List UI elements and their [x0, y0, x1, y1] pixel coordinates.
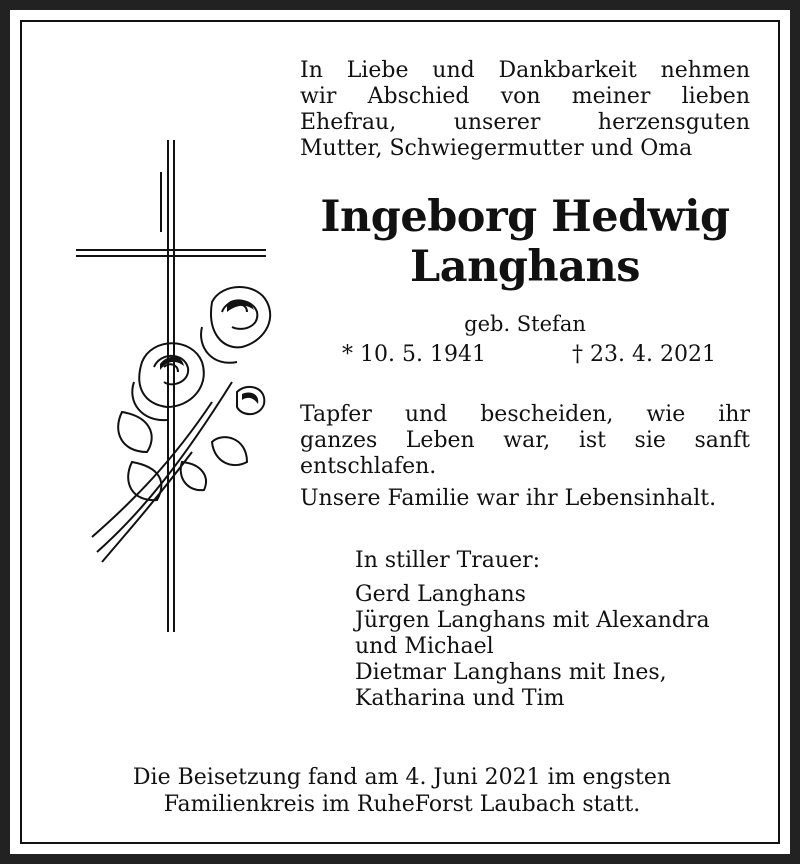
intro-line: In Liebe und Dankbarkeit nehmen	[300, 58, 750, 83]
mourner-name: Jürgen Langhans mit Alexandra	[355, 608, 710, 633]
intro-line: Ehefrau, unserer herzensguten	[300, 110, 750, 135]
intro-line: Mutter, Schwiegermutter und Oma	[300, 136, 693, 161]
mourner-name: Katharina und Tim	[355, 686, 565, 711]
mourners-list	[355, 548, 710, 712]
name-line-1: Ingeborg Hedwig	[320, 192, 730, 242]
obituary-border	[20, 20, 780, 844]
quote-text	[300, 402, 750, 512]
deceased-name	[300, 192, 750, 292]
mourner-name: und Michael	[355, 634, 494, 659]
intro-text	[300, 58, 750, 162]
intro-line: wir Abschied von meiner lieben	[300, 84, 750, 109]
name-line-2: Langhans	[409, 242, 641, 292]
mourner-name: Dietmar Langhans mit Ines,	[355, 660, 667, 685]
quote-line: Tapfer und bescheiden, wie ihr	[300, 402, 750, 427]
cross-with-roses-icon	[72, 132, 292, 652]
footer-line: Die Beisetzung fand am 4. Juni 2021 im engsten	[132, 765, 672, 790]
funeral-note	[22, 764, 782, 818]
birth-date: * 10. 5. 1941	[342, 342, 486, 367]
obituary-frame	[10, 10, 790, 854]
death-date: † 23. 4. 2021	[572, 342, 716, 367]
footer-line: Familienkreis im RuheForst Laubach statt.	[163, 792, 641, 817]
family-line: Unsere Familie war ihr Lebensinhalt.	[300, 486, 717, 511]
quote-line: entschlafen.	[300, 454, 437, 479]
birth-name: geb. Stefan	[464, 312, 586, 336]
quote-line: ganzes Leben war, ist sie sanft	[300, 428, 750, 453]
mourners-heading: In stiller Trauer:	[355, 548, 541, 573]
mourner-name: Gerd Langhans	[355, 582, 526, 607]
